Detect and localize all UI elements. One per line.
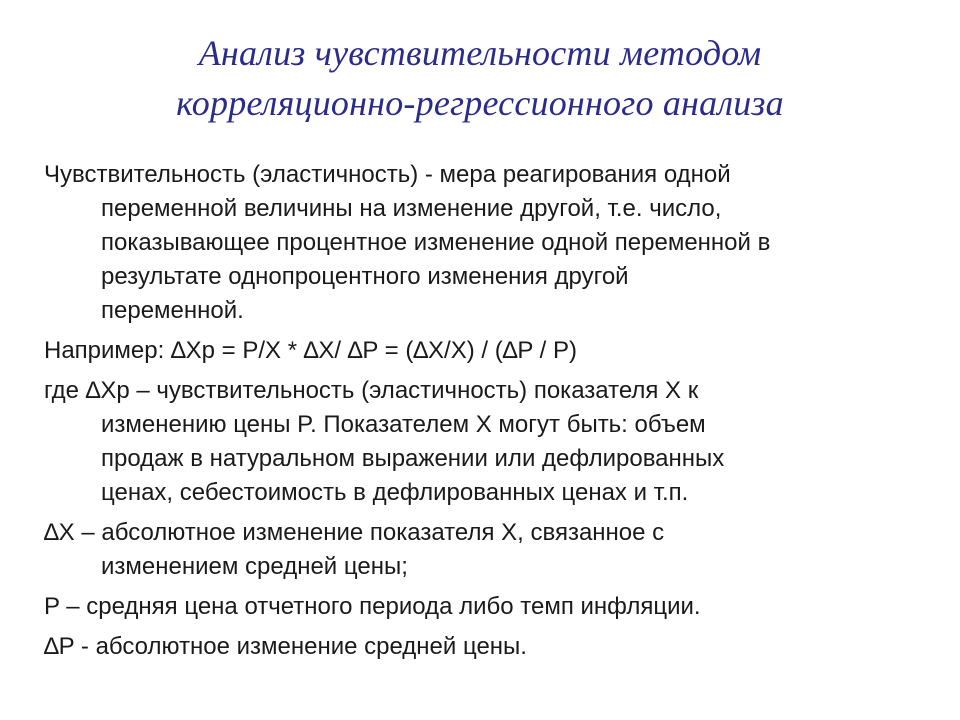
text-line: результате однопроцентного изменения другой (101, 263, 629, 290)
paragraph-where-dxp (44, 374, 934, 510)
text-line: переменной величины на изменение другой, т.е. число, (101, 195, 722, 222)
slide-title (60, 28, 900, 128)
paragraph-definition (44, 158, 934, 328)
text-line: продаж в натуральном выражении или дефлированных (101, 445, 725, 472)
paragraph-p (44, 590, 934, 624)
text-line: изменением средней цены; (101, 553, 408, 580)
paragraph-example-formula (44, 334, 934, 368)
paragraph-dx (44, 516, 934, 584)
text-line: ∆X – абсолютное изменение показателя X, связанное с (44, 519, 665, 546)
text-line: изменению цены P. Показателем X могут быть: объем (101, 411, 706, 438)
text-line: Например: ∆Xp = P/X * ∆X/ ∆P = (∆X/X) / (∆P / P) (44, 337, 577, 364)
text-line: переменной. (101, 297, 244, 324)
slide-body (44, 158, 934, 670)
text-line: где ∆Xp – чувствительность (эластичность) показателя X к (44, 377, 699, 404)
text-line: Чувствительность (эластичность) - мера реагирования одной (44, 161, 731, 188)
slide-title-line-1: Анализ чувствительности методом (198, 33, 762, 73)
text-line: ∆P - абсолютное изменение средней цены. (44, 633, 527, 660)
paragraph-dp (44, 630, 934, 664)
text-line: P – средняя цена отчетного периода либо темп инфляции. (44, 593, 701, 620)
text-line: ценах, себестоимость в дефлированных ценах и т.п. (101, 479, 689, 506)
text-line: показывающее процентное изменение одной переменной в (101, 229, 771, 256)
slide-title-line-2: корреляционно-регрессионного анализа (176, 83, 784, 123)
